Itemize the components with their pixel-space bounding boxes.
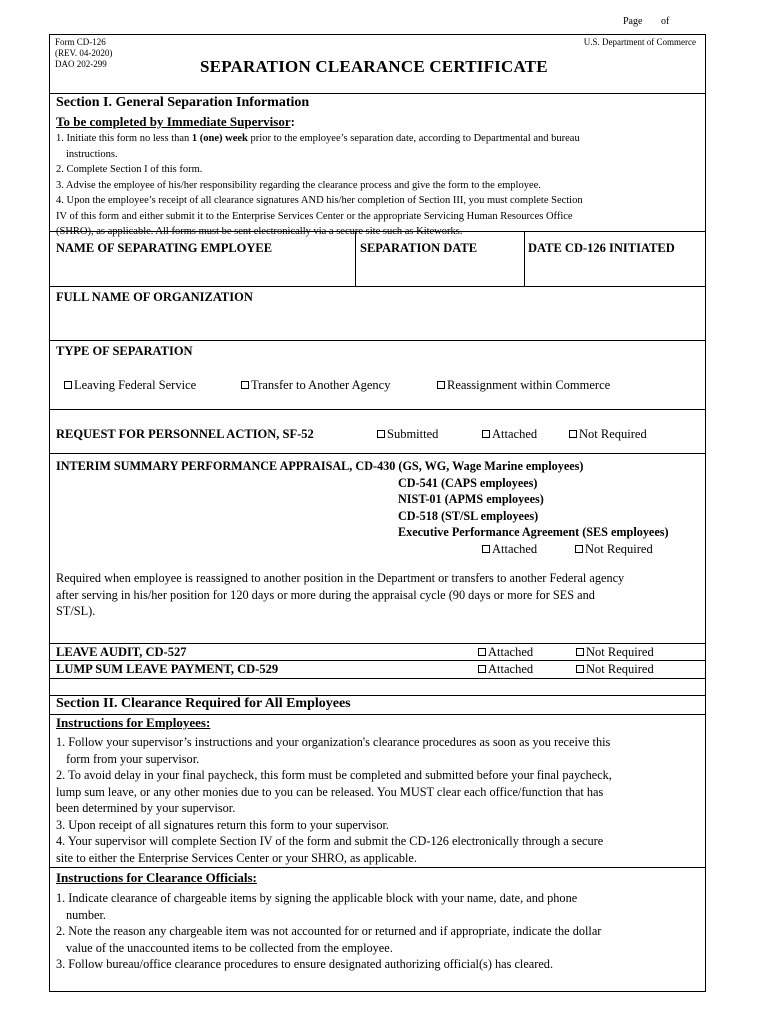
page-of-label: of — [661, 16, 670, 27]
section1-heading: Section I. General Separation Information — [56, 95, 310, 110]
appraisal-note — [56, 570, 704, 620]
leave-audit-attached-option[interactable] — [478, 645, 533, 660]
form-identifiers — [55, 37, 112, 70]
lump-sum-attached-option[interactable] — [478, 662, 533, 677]
option-label: Not Required — [586, 662, 654, 676]
leave-audit-not-required-option[interactable] — [576, 645, 654, 660]
leave-audit-label: LEAVE AUDIT, CD-527 — [56, 645, 187, 659]
separation-date-label: SEPARATION DATE — [360, 241, 478, 255]
sf52-label: REQUEST FOR PERSONNEL ACTION, SF-52 — [56, 427, 314, 441]
checkbox[interactable] — [478, 648, 486, 656]
checkbox[interactable] — [576, 665, 584, 673]
divider — [524, 231, 525, 286]
date-initiated-label: DATE CD-126 INITIATED — [528, 241, 675, 255]
emp-instruction-4-cont: site to either the Enterprise Services Center or your SHRO, as applicable. — [56, 850, 417, 865]
option-label: Transfer to Another Agency — [251, 378, 391, 392]
checkbox[interactable] — [576, 648, 584, 656]
department-name: U.S. Department of Commerce — [583, 37, 696, 47]
instruction-1-cont: instructions. — [66, 148, 118, 160]
divider — [50, 643, 705, 644]
official-instructions-heading: Instructions for Clearance Officials: — [56, 870, 257, 885]
emp-instruction-2-cont2: been determined by your supervisor. — [56, 801, 236, 815]
off-instruction-1-cont: number. — [66, 907, 106, 922]
off-instruction-2: 2. Note the reason any chargeable item was not accounted for or returned and if appropriate, indicate the dollar — [56, 924, 602, 938]
lump-sum-label: LUMP SUM LEAVE PAYMENT, CD-529 — [56, 662, 279, 676]
instruction-1 — [56, 131, 701, 147]
appraisal-label: INTERIM SUMMARY PERFORMANCE APPRAISAL, CD-430 (GS, WG, Wage Marine employees) — [56, 459, 584, 473]
checkbox[interactable] — [437, 381, 445, 389]
appraisal-attached-option[interactable] — [482, 542, 537, 557]
option-reassignment-commerce[interactable] — [437, 378, 610, 393]
employee-instructions-heading: Instructions for Employees: — [56, 715, 211, 730]
appraisal-note-line1: Required when employee is reassigned to another position in the Department or transfers to another Federal agency — [56, 571, 625, 585]
instr1-post: prior to the employee’s separation date, according to Departmental and bureau — [247, 133, 580, 144]
sf52-submitted-option[interactable] — [377, 427, 438, 442]
checkbox[interactable] — [482, 545, 490, 553]
option-label: Reassignment within Commerce — [447, 378, 611, 392]
divider — [50, 867, 705, 868]
divider — [355, 231, 356, 286]
divider — [50, 340, 705, 341]
divider — [50, 678, 705, 679]
instruction-3: 3. Advise the employee of his/her responsibility regarding the clearance process and give the form to the employee. — [56, 179, 541, 191]
emp-instruction-2: 2. To avoid delay in your final paycheck, this form must be completed and submitted before your final paycheck, — [56, 768, 612, 782]
emp-instruction-1-cont: form from your supervisor. — [66, 751, 200, 766]
off-instruction-2-cont: value of the unaccounted items to be collected from the employee. — [66, 940, 393, 955]
appraisal-nist01: NIST-01 (APMS employees) — [398, 492, 544, 506]
official-instructions — [56, 890, 704, 973]
emp-instruction-3: 3. Upon receipt of all signatures return this form to your supervisor. — [56, 817, 389, 832]
emp-instruction-1: 1. Follow your supervisor’s instructions and your organization's clearance procedures as soon as you receive this — [56, 735, 611, 749]
off-instruction-1: 1. Indicate clearance of chargeable items by signing the applicable block with your name, date, and phone — [56, 891, 578, 905]
option-label: Not Required — [579, 427, 647, 441]
emp-instruction-2-cont: lump sum leave, or any other monies due to you can be released. You MUST clear each office/function that has — [56, 784, 604, 799]
divider — [50, 93, 705, 94]
checkbox[interactable] — [64, 381, 72, 389]
option-label: Leaving Federal Service — [74, 378, 197, 392]
option-label: Attached — [488, 645, 534, 659]
instruction-4-line1: 4. Upon the employee’s receipt of all clearance signatures AND his/her completion of Section III, you must complete Section — [56, 195, 583, 206]
option-label: Not Required — [585, 542, 653, 556]
instruction-4-line3: (SHRO), as applicable. All forms must be sent electronically via a secure site such as Kiteworks. — [56, 226, 463, 237]
option-label: Attached — [488, 662, 534, 676]
sf52-not-required-option[interactable] — [569, 427, 647, 442]
option-transfer-agency[interactable] — [241, 378, 390, 393]
lump-sum-not-required-option[interactable] — [576, 662, 654, 677]
divider — [50, 409, 705, 410]
option-label: Attached — [492, 542, 538, 556]
appraisal-note-line2: after serving in his/her position for 120 days or more during the appraisal cycle (90 days or more for SES and — [56, 587, 595, 602]
instr1-bold: 1 (one) week — [191, 133, 248, 144]
option-label: Submitted — [387, 427, 439, 441]
appraisal-cd518: CD-518 (ST/SL employees) — [398, 509, 539, 523]
option-label: Attached — [492, 427, 538, 441]
checkbox[interactable] — [575, 545, 583, 553]
separation-clearance-form — [49, 34, 706, 992]
employee-name-label: NAME OF SEPARATING EMPLOYEE — [56, 241, 273, 255]
instruction-2: 2. Complete Section I of this form. — [56, 164, 203, 175]
section2-heading: Section II. Clearance Required for All Employees — [56, 696, 351, 711]
divider — [50, 231, 705, 232]
organization-label: FULL NAME OF ORGANIZATION — [56, 290, 253, 304]
subheading-colon: : — [290, 114, 295, 129]
checkbox[interactable] — [377, 430, 385, 438]
form-revision: (REV. 04-2020) — [55, 48, 113, 58]
divider — [50, 453, 705, 454]
divider — [50, 286, 705, 287]
checkbox[interactable] — [241, 381, 249, 389]
form-number: Form CD-126 — [55, 37, 106, 47]
checkbox[interactable] — [482, 430, 490, 438]
checkbox[interactable] — [569, 430, 577, 438]
appraisal-cd541: CD-541 (CAPS employees) — [398, 476, 538, 490]
off-instruction-3: 3. Follow bureau/office clearance procedures to ensure designated authorizing official(s) has cleared. — [56, 957, 554, 971]
checkbox[interactable] — [478, 665, 486, 673]
appraisal-note-line3: ST/SL). — [56, 604, 96, 618]
form-title: SEPARATION CLEARANCE CERTIFICATE — [200, 57, 548, 76]
emp-instruction-4: 4. Your supervisor will complete Section IV of the form and submit the CD-126 electronically through a secure — [56, 834, 604, 848]
appraisal-ses: Executive Performance Agreement (SES employees) — [398, 525, 669, 539]
section1-instructions — [56, 131, 701, 240]
appraisal-not-required-option[interactable] — [575, 542, 653, 557]
section1-subheading — [56, 114, 295, 130]
employee-instructions — [56, 734, 704, 866]
separation-type-label: TYPE OF SEPARATION — [56, 344, 193, 358]
supervisor-subheading-text: To be completed by Immediate Supervisor — [56, 114, 291, 129]
instruction-4-line2: IV of this form and either submit it to the Enterprise Services Center or the appropriate Servicing Human Resources Office — [56, 210, 573, 222]
form-dao: DAO 202-299 — [55, 59, 107, 69]
option-leaving-federal-service[interactable] — [64, 378, 196, 393]
option-label: Not Required — [586, 645, 654, 659]
page-label: Page — [623, 16, 643, 27]
sf52-attached-option[interactable] — [482, 427, 537, 442]
divider — [50, 660, 705, 661]
instr1-pre: 1. Initiate this form no less than — [56, 133, 192, 144]
